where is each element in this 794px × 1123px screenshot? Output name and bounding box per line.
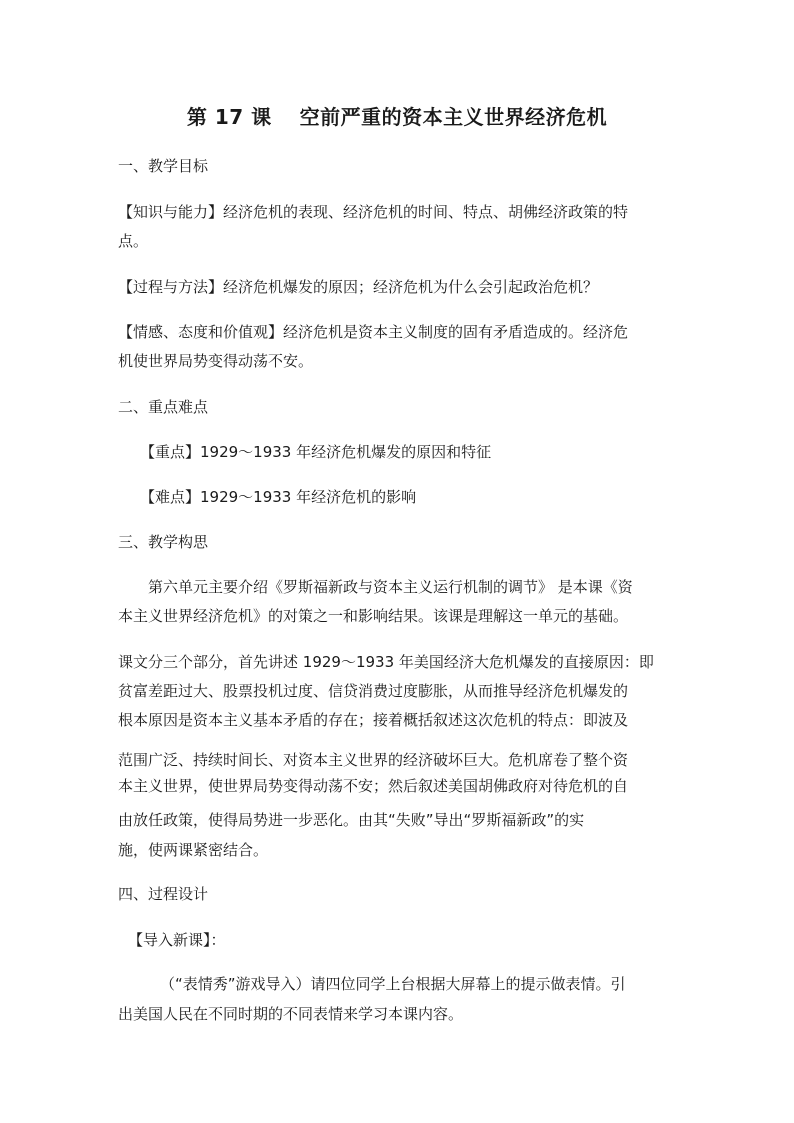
emotion-label: 【情感、态度和价值观】 <box>118 323 284 341</box>
knowledge-text: 经济危机的表现、经济危机的时间、特点、胡佛经济政策的特 <box>223 203 629 221</box>
concept-para1-line-2: 本主义世界经济危机》的对策之一和影响结果。该课是理解这一单元的基础。 <box>118 607 629 625</box>
section-heading-design-concept: 三、教学构思 <box>118 533 209 551</box>
intro-label: 【导入新课】： <box>128 931 226 949</box>
knowledge-line-2: 点。 <box>118 232 149 250</box>
emotion-line-2: 机使世界局势变得动荡不安。 <box>118 352 314 370</box>
knowledge-label: 【知识与能力】 <box>118 203 224 221</box>
concept-para2-line-6: 由放任政策，使得局势进一步恶化。由其“失败”导出“罗斯福新政”的实 <box>118 811 585 829</box>
section-heading-objectives: 一、教学目标 <box>118 157 209 175</box>
concept-para2-line-7: 施，使两课紧密结合。 <box>118 841 269 859</box>
section-heading-key-points: 二、重点难点 <box>118 398 209 416</box>
intro-line-2: 出美国人民在不同时期的不同表情来学习本课内容。 <box>118 1005 464 1023</box>
concept-para2-line-5: 本主义世界，使世界局势变得动荡不安；然后叙述美国胡佛政府对待危机的自 <box>118 777 629 795</box>
key-point-line: 【重点】1929～1933 年经济危机爆发的原因和特征 <box>140 443 492 461</box>
concept-para2-line-2: 贫富差距过大、股票投机过度、信贷消费过度膨胀，从而推导经济危机爆发的 <box>118 682 629 700</box>
emotion-text: 经济危机是资本主义制度的固有矛盾造成的。经济危 <box>283 323 629 341</box>
difficult-point-line: 【难点】1929～1933 年经济危机的影响 <box>140 488 417 506</box>
knowledge-line-1 <box>118 200 678 224</box>
page-title: 第 17 课 空前严重的资本主义世界经济危机 <box>186 105 608 129</box>
section-heading-process-design: 四、过程设计 <box>118 885 209 903</box>
process-label: 【过程与方法】 <box>118 278 224 296</box>
intro-line-1: （“表情秀”游戏导入）请四位同学上台根据大屏幕上的提示做表情。引 <box>160 975 626 993</box>
concept-para2-line-4: 范围广泛、持续时间长、对资本主义世界的经济破坏巨大。危机席卷了整个资 <box>118 751 629 769</box>
process-text: 经济危机爆发的原因；经济危机为什么会引起政治危机？ <box>223 278 599 296</box>
concept-para1-line-1: 第六单元主要介绍《罗斯福新政与资本主义运行机制的调节》 是本课《资 <box>148 578 633 596</box>
concept-para2-line-1: 课文分三个部分，首先讲述 1929～1933 年美国经济大危机爆发的直接原因：即 <box>118 653 654 671</box>
emotion-line-1 <box>118 320 678 344</box>
concept-para2-line-3: 根本原因是资本主义基本矛盾的存在；接着概括叙述这次危机的特点：即波及 <box>118 711 629 729</box>
process-line <box>118 275 678 299</box>
